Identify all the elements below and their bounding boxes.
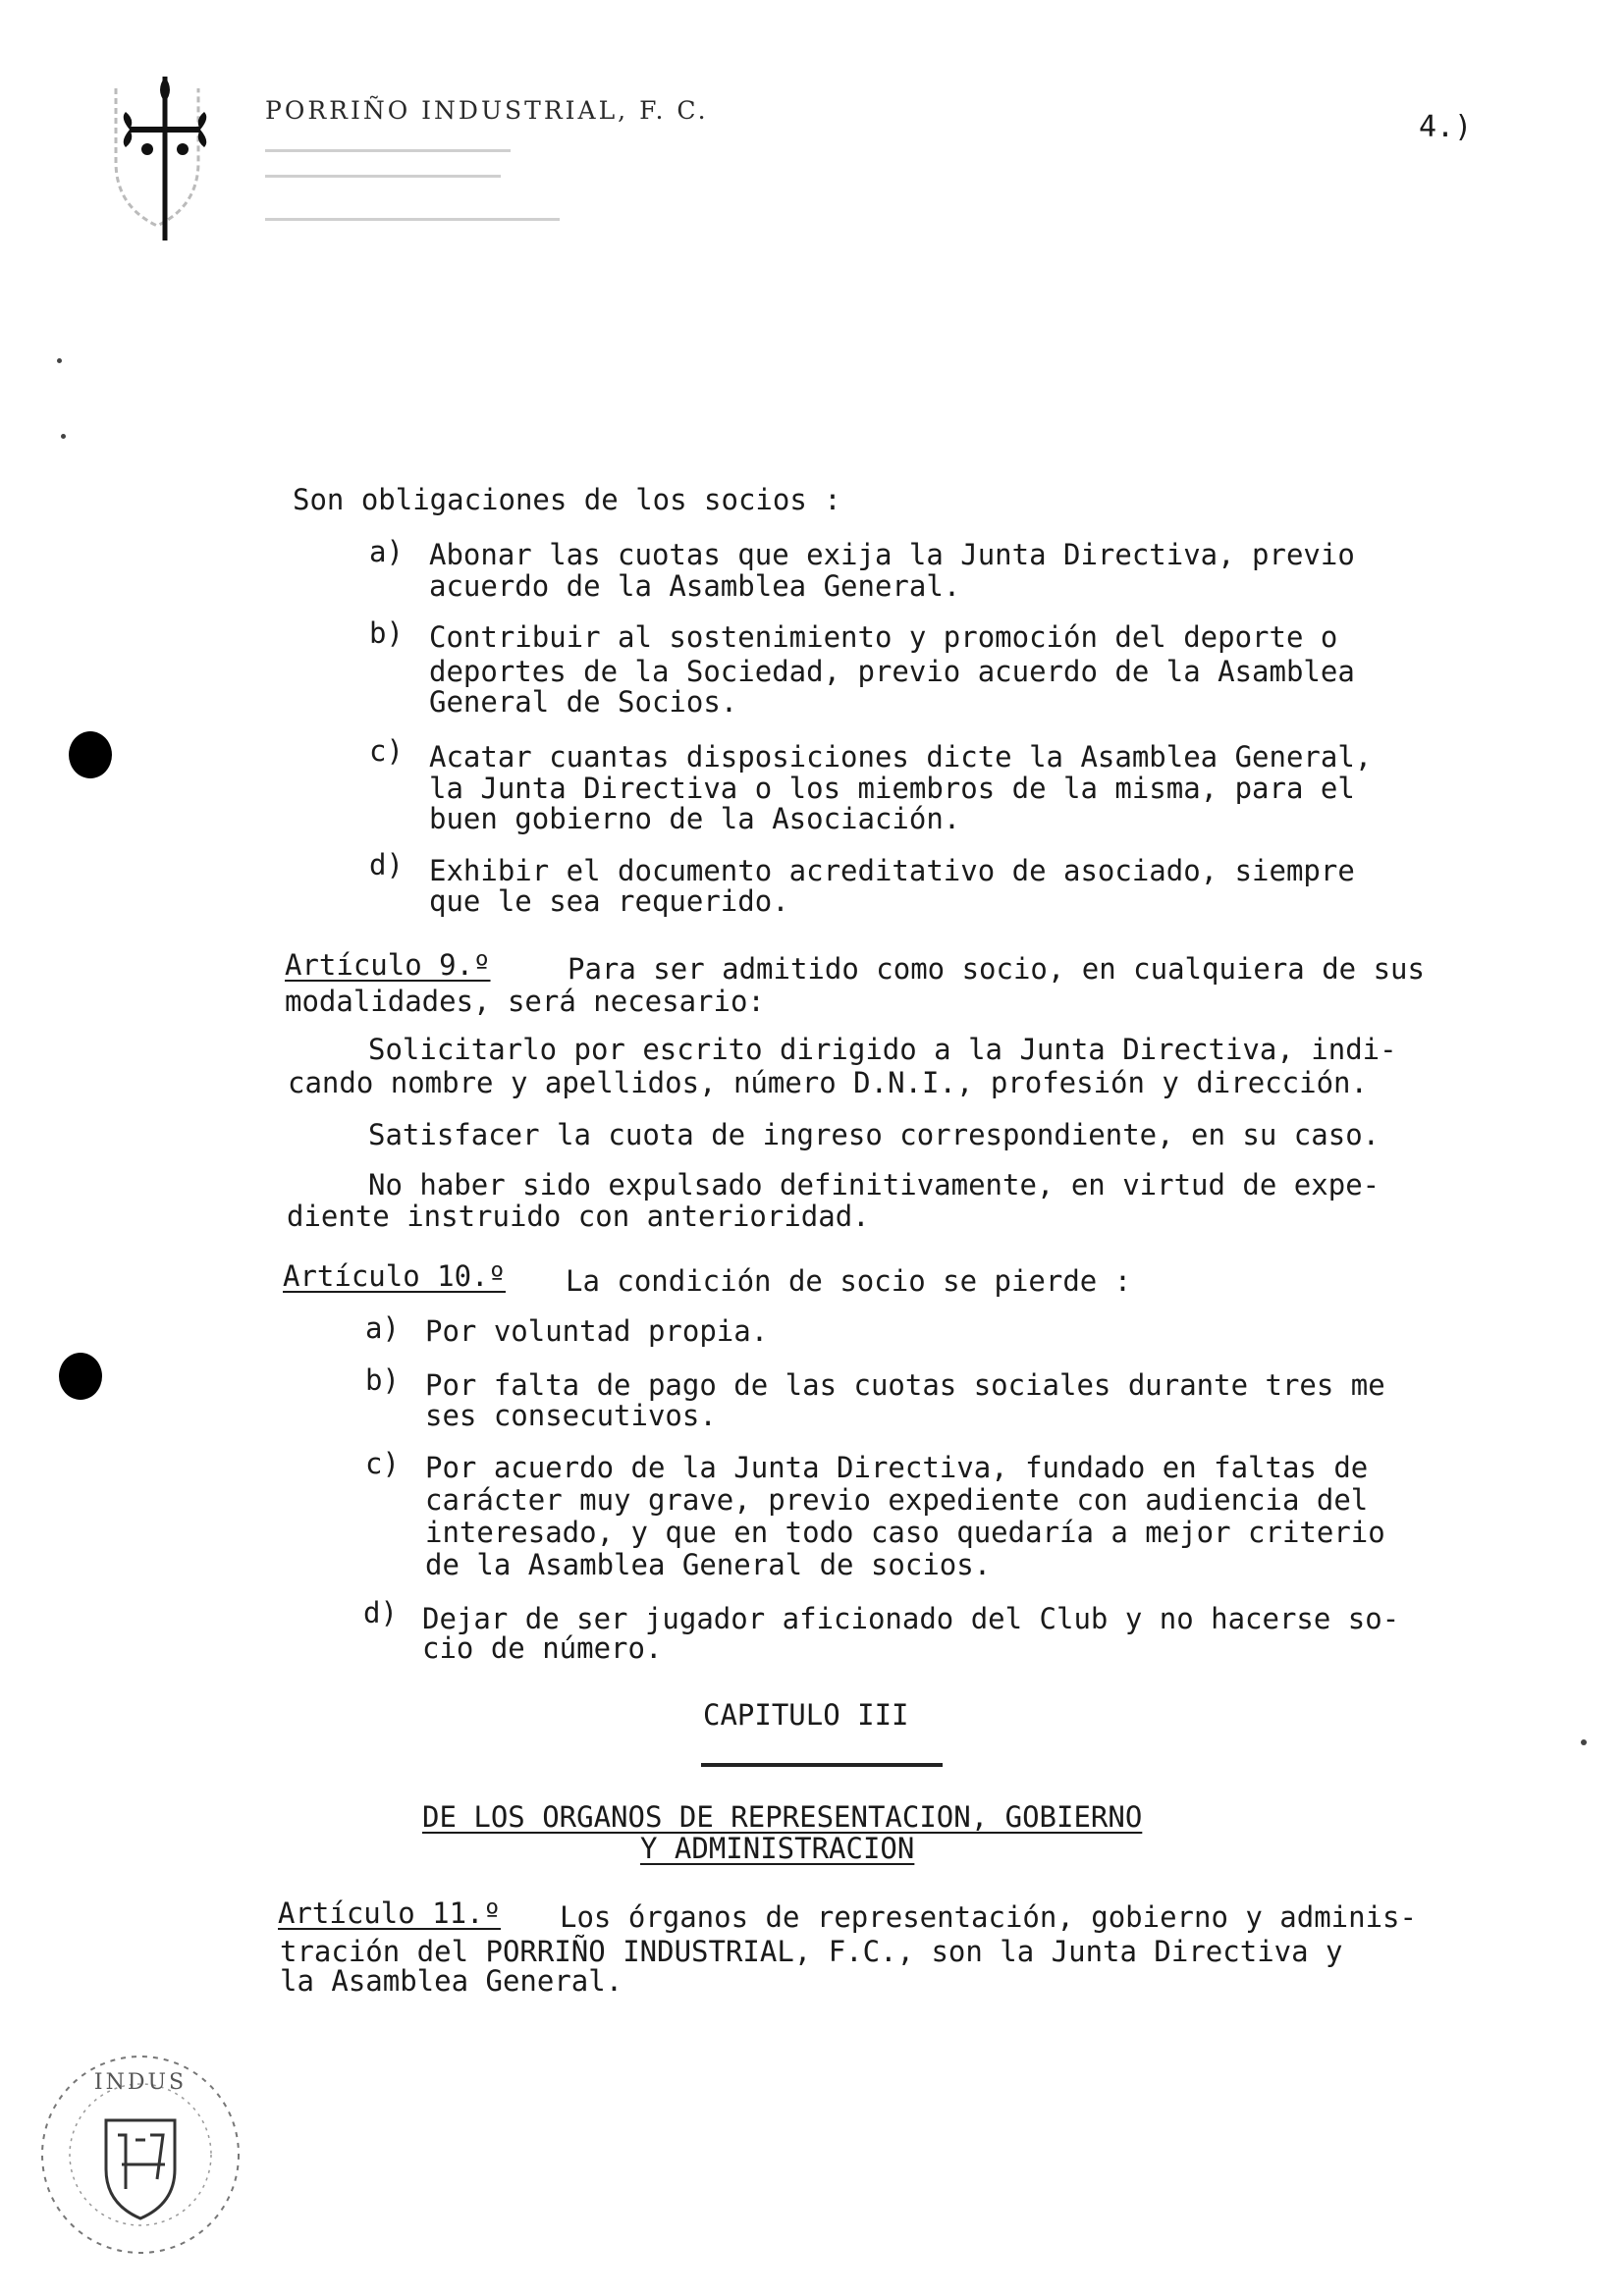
punch-hole: [69, 731, 112, 778]
list-item-line: buen gobierno de la Asociación.: [429, 802, 961, 835]
list-item-line: ses consecutivos.: [425, 1399, 717, 1432]
list-item-line: interesado, y que en todo caso quedaría a mejor criterio: [425, 1516, 1385, 1549]
letterhead-faint-line: [265, 218, 560, 221]
club-stamp: [27, 2042, 253, 2268]
list-letter: b): [369, 616, 404, 650]
scan-speck: [57, 358, 62, 363]
list-letter: c): [365, 1447, 400, 1480]
list-item-line: General de Socios.: [429, 685, 738, 719]
list-item-line: Dejar de ser jugador aficionado del Club y no hacerse so-: [422, 1602, 1400, 1635]
list-item-line: que le sea requerido.: [429, 884, 789, 918]
list-item-line: carácter muy grave, previo expediente con audiencia del: [425, 1483, 1369, 1517]
punch-hole: [59, 1353, 102, 1400]
requirement-line: Solicitarlo por escrito dirigido a la Junta Directiva, indi-: [368, 1033, 1397, 1066]
chapter-title-rule: [701, 1763, 943, 1767]
list-item-line: deportes de la Sociedad, previo acuerdo de la Asamblea: [429, 655, 1355, 688]
chapter-title: CAPITULO III: [703, 1698, 909, 1732]
article-10-heading: Artículo 10.º: [283, 1259, 506, 1293]
article-11-heading: Artículo 11.º: [278, 1896, 501, 1930]
article-9-line: Para ser admitido como socio, en cualquiera de sus: [568, 952, 1425, 986]
list-item-line: de la Asamblea General de socios.: [425, 1548, 992, 1581]
letterhead-faint-line: [265, 149, 511, 152]
article-9-line: modalidades, será necesario:: [285, 985, 765, 1018]
list-item-line: Abonar las cuotas que exija la Junta Directiva, previo: [429, 538, 1355, 571]
list-letter: c): [369, 734, 404, 768]
requirement-line: diente instruido con anterioridad.: [287, 1200, 870, 1233]
list-letter: d): [369, 848, 404, 881]
club-crest-logo: [98, 69, 236, 245]
article-11-line: la Asamblea General.: [280, 1964, 623, 1998]
scan-speck: [1581, 1739, 1587, 1745]
svg-text:INDUS: INDUS: [93, 2070, 188, 2095]
list-letter: a): [369, 535, 404, 568]
article-11-line: tración del PORRIÑO INDUSTRIAL, F.C., son la Junta Directiva y: [280, 1935, 1343, 1968]
scan-speck: [61, 434, 66, 439]
list-item-line: Exhibir el documento acreditativo de asociado, siempre: [429, 854, 1355, 887]
chapter-subtitle-line: Y ADMINISTRACION: [640, 1832, 915, 1865]
page-number: 4.): [1419, 110, 1473, 144]
letterhead-club-name: PORRIÑO INDUSTRIAL, F. C.: [265, 96, 709, 125]
requirement-line: Satisfacer la cuota de ingreso correspondiente, en su caso.: [368, 1118, 1380, 1151]
article-9-heading: Artículo 9.º: [285, 948, 491, 982]
list-item-line: Acatar cuantas disposiciones dicte la Asamblea General,: [429, 740, 1373, 774]
list-letter: a): [365, 1311, 400, 1345]
requirement-line: cando nombre y apellidos, número D.N.I., profesión y dirección.: [288, 1066, 1368, 1099]
list-item-line: acuerdo de la Asamblea General.: [429, 569, 961, 603]
list-letter: b): [365, 1363, 400, 1397]
list-item-line: Por acuerdo de la Junta Directiva, fundado en faltas de: [425, 1451, 1369, 1484]
list-item-line: Por falta de pago de las cuotas sociales durante tres me: [425, 1368, 1385, 1402]
letterhead-faint-line: [265, 175, 501, 178]
list-item-line: cio de número.: [422, 1631, 663, 1665]
list-item-line: la Junta Directiva o los miembros de la misma, para el: [429, 772, 1355, 805]
requirement-line: No haber sido expulsado definitivamente, en virtud de expe-: [368, 1168, 1380, 1201]
list-letter: d): [363, 1596, 398, 1629]
article-10-text: La condición de socio se pierde :: [566, 1264, 1132, 1298]
chapter-subtitle-line: DE LOS ORGANOS DE REPRESENTACION, GOBIERNO: [422, 1800, 1143, 1834]
list-item-line: Por voluntad propia.: [425, 1314, 769, 1348]
obligations-intro: Son obligaciones de los socios :: [293, 483, 841, 516]
article-11-line: Los órganos de representación, gobierno y adminis-: [560, 1900, 1417, 1934]
list-item-line: Contribuir al sostenimiento y promoción del deporte o: [429, 620, 1338, 654]
